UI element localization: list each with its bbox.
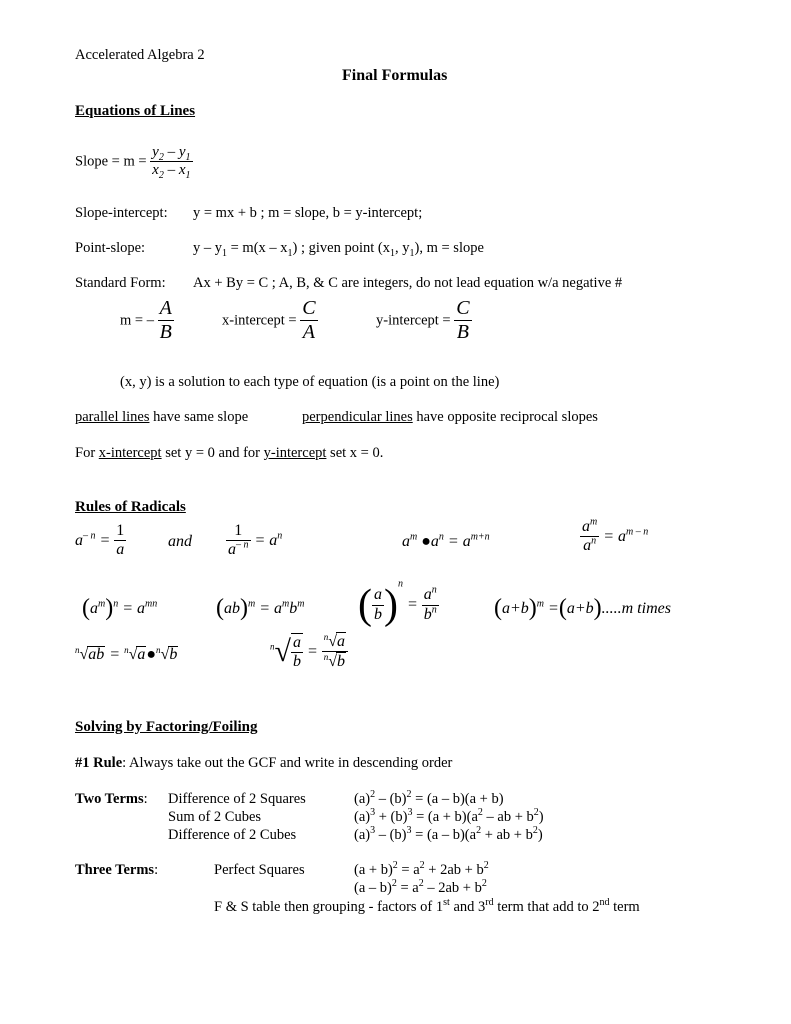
radical-product-rule: $^n$√ab = $^n$√a●$^n$√b — [75, 645, 178, 663]
product-rule: $a^m$ $●a^n = a^{m+n}$ — [402, 531, 490, 550]
parallel-lines-note: parallel lines have same slope — [75, 409, 249, 425]
standard-form-label: Standard Form: — [75, 275, 166, 291]
three-terms-label: Three Terms: — [75, 862, 159, 878]
slope-intercept-eq: y = mx + b ; m = slope, b = y-intercept; — [193, 205, 423, 221]
solution-note: (x, y) is a solution to each type of equation (is a point on the line) — [120, 374, 500, 390]
power-of-quotient-rule: ( $\frac{a}{b}$ )$^n$ = $\frac{a^n}{b^n}$ — [358, 578, 437, 628]
quotient-rule: $\frac{a^m}{a^n}$ = $a^{m - n}$ — [582, 516, 649, 555]
gcf-rule: #1 Rule: Always take out the GCF and write in descending order — [75, 755, 453, 771]
perfect-squares-label: Perfect Squares — [214, 862, 305, 878]
perpendicular-lines-note: perpendicular lines have opposite reciprocal slopes — [302, 409, 598, 425]
standard-x-intercept: x-intercept = $\frac{C}{A}$ — [222, 297, 316, 343]
two-terms-label: Two Terms: — [75, 791, 148, 807]
slope-intercept-label: Slope-intercept: — [75, 205, 168, 221]
standard-y-intercept: y-intercept = $\frac{C}{B}$ — [376, 297, 470, 343]
perfect-square-sum: $(a + b)^2 = a^2 + 2ab + b^2$ — [354, 860, 489, 878]
course-name: Accelerated Algebra 2 — [75, 47, 205, 63]
section-heading-lines: Equations of Lines — [75, 103, 196, 119]
point-slope-eq: $y - y_1 = m(x - x_1)$ ; given point ($x_1$, $y_1$), m = slope — [193, 240, 484, 259]
power-of-product-rule: $(ab)^m = a^mb^m$ — [216, 595, 305, 621]
slope-fraction: $\frac{y_2 - y_1}{x_2 - x_1}$ — [152, 144, 191, 182]
sum-cubes-label: Sum of 2 Cubes — [168, 809, 262, 825]
radical-quotient-rule: $^n$√ $\frac{a}{b}$ = $\frac{^n√a}{^n√b}$ — [270, 632, 348, 672]
reciprocal-rule: $\frac{1}{a^{- n}}$ = $a^n$ — [228, 522, 283, 559]
standard-form-eq: Ax + By = C ; A, B, & C are integers, do not lead equation w/a negative # — [193, 275, 623, 291]
intercept-note: For x-intercept set y = 0 and for y-intercept set x = 0. — [75, 445, 384, 461]
section-heading-factoring: Solving by Factoring/Foiling — [75, 719, 258, 735]
slope-formula — [75, 144, 193, 180]
point-slope-label: Point-slope: — [75, 240, 146, 256]
standard-slope: m = – $\frac{A}{B}$ — [120, 297, 172, 343]
diff-cubes-label: Difference of 2 Cubes — [168, 827, 297, 843]
diff-squares-label: Difference of 2 Squares — [168, 791, 306, 807]
sum-power-rule: $(a+b)^m =(a+b).....m$ times — [494, 595, 671, 621]
diff-squares-formula: $(a)^2 - (b)^2 = (a - b)(a + b)$ — [354, 789, 504, 807]
power-of-power-rule: $(a^m)^n = a^{mn}$ — [82, 595, 158, 621]
negative-exponent-rule: $a^{- n}$ = $\frac{1}{a}$ — [75, 522, 125, 559]
fs-table-note: F & S table then grouping - factors of 1st and 3rd term that add to 2nd term — [214, 897, 640, 915]
perfect-square-diff: $(a - b)^2 = a^2 - 2ab + b^2$ — [354, 878, 487, 896]
diff-cubes-formula: $(a)^3 - (b)^3 = (a - b)(a^2$ + ab + $b^2$) — [354, 825, 543, 843]
slope-label: Slope = m = — [75, 153, 147, 170]
page-title: Final Formulas — [342, 67, 448, 84]
section-heading-radicals: Rules of Radicals — [75, 499, 186, 515]
sum-cubes-formula: $(a)^3 + (b)^3 = (a + b)(a^2$ – ab + $b^2$) — [354, 807, 544, 825]
and-word: and — [168, 533, 192, 550]
